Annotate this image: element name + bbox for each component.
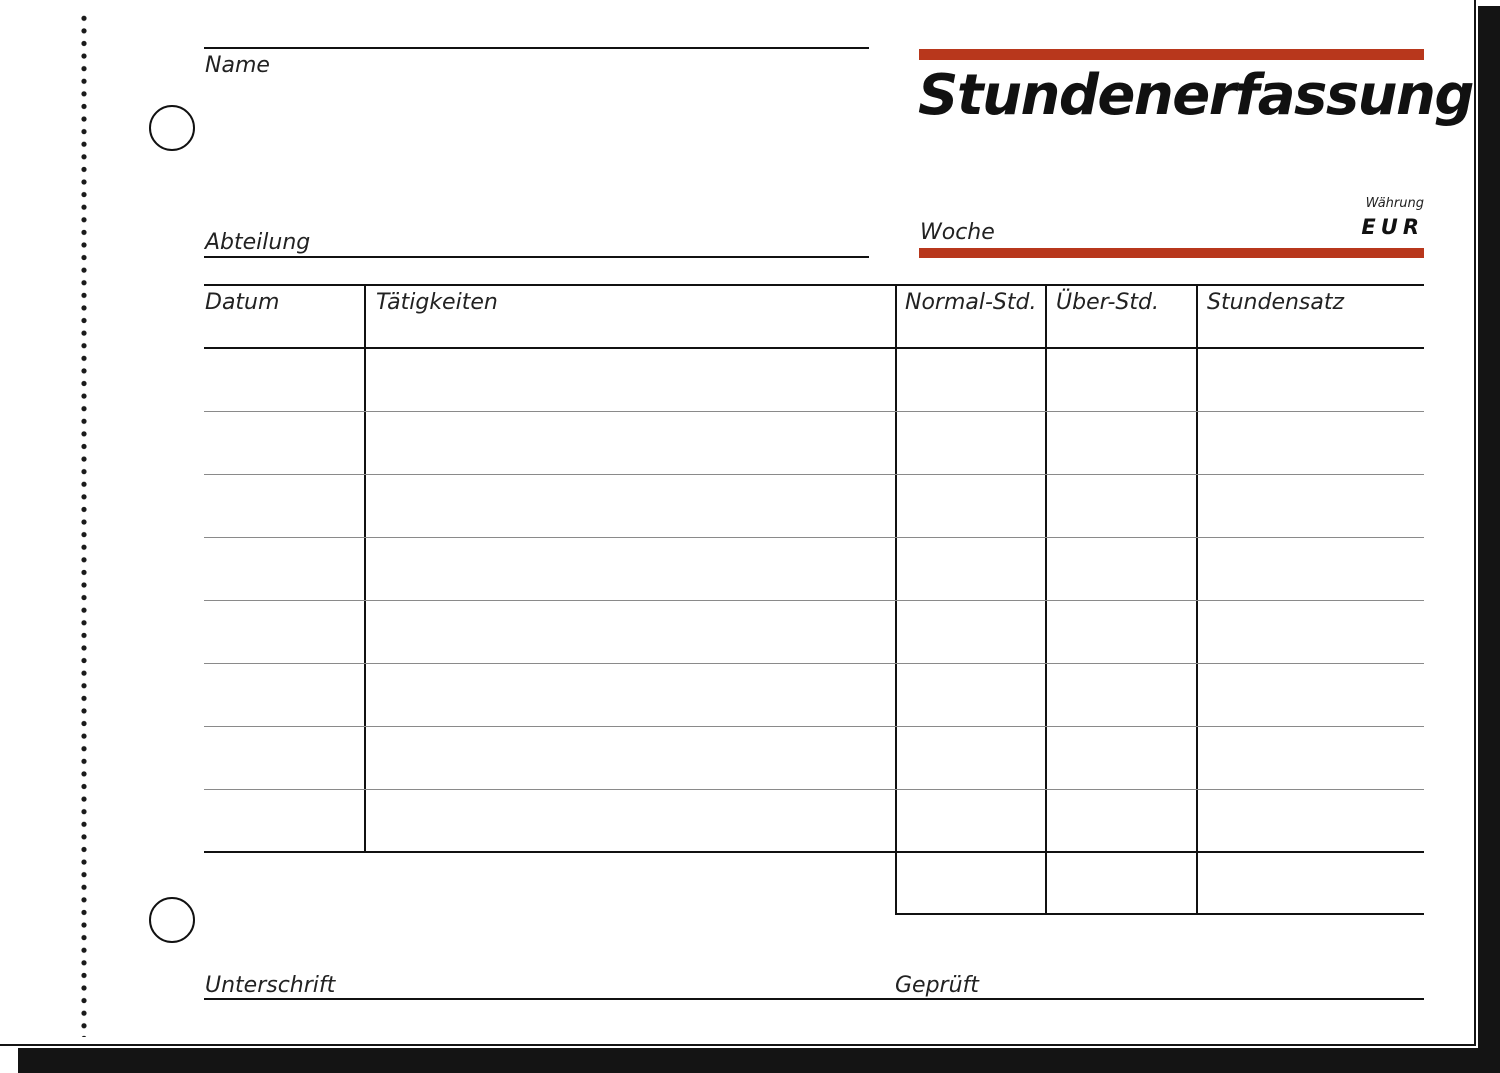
currency-label: Währung bbox=[1365, 196, 1424, 211]
department-field-line[interactable] bbox=[204, 256, 869, 258]
column-header-hourly-rate: Stundensatz bbox=[1207, 290, 1345, 315]
week-label: Woche bbox=[920, 220, 995, 245]
table-row[interactable] bbox=[204, 663, 1424, 664]
signature-label: Unterschrift bbox=[205, 973, 336, 998]
column-header-overtime-hours: Über-Std. bbox=[1056, 290, 1159, 315]
table-row[interactable] bbox=[204, 411, 1424, 412]
table-row[interactable] bbox=[204, 600, 1424, 601]
table-row[interactable] bbox=[204, 474, 1424, 475]
pad-edge-shadow-bottom bbox=[18, 1048, 1500, 1073]
column-header-activities: Tätigkeiten bbox=[376, 290, 498, 315]
table-top-border bbox=[204, 284, 1424, 286]
department-label: Abteilung bbox=[205, 230, 311, 255]
signature-line[interactable] bbox=[204, 998, 1424, 1000]
column-divider bbox=[364, 286, 366, 853]
punch-hole-top bbox=[149, 105, 195, 151]
title-accent-bar-top bbox=[919, 49, 1424, 60]
totals-row[interactable] bbox=[897, 853, 1424, 913]
column-header-date: Datum bbox=[205, 290, 280, 315]
table-row[interactable] bbox=[204, 726, 1424, 727]
name-label: Name bbox=[205, 53, 270, 78]
checked-label: Geprüft bbox=[895, 973, 979, 998]
column-header-normal-hours: Normal-Std. bbox=[905, 290, 1037, 315]
table-header-rule bbox=[204, 347, 1424, 349]
week-accent-bar bbox=[919, 248, 1424, 258]
pad-edge-shadow-right bbox=[1478, 6, 1500, 1073]
table-row[interactable] bbox=[204, 537, 1424, 538]
perforation-line bbox=[80, 12, 88, 1037]
punch-hole-bottom bbox=[149, 897, 195, 943]
form-title: Stundenerfassung bbox=[918, 63, 1474, 128]
week-field[interactable] bbox=[1000, 210, 1330, 246]
name-field[interactable] bbox=[204, 49, 869, 199]
table-row[interactable] bbox=[204, 789, 1424, 790]
totals-row-bottom-border bbox=[895, 913, 1424, 915]
currency-value: EUR bbox=[1361, 215, 1424, 239]
